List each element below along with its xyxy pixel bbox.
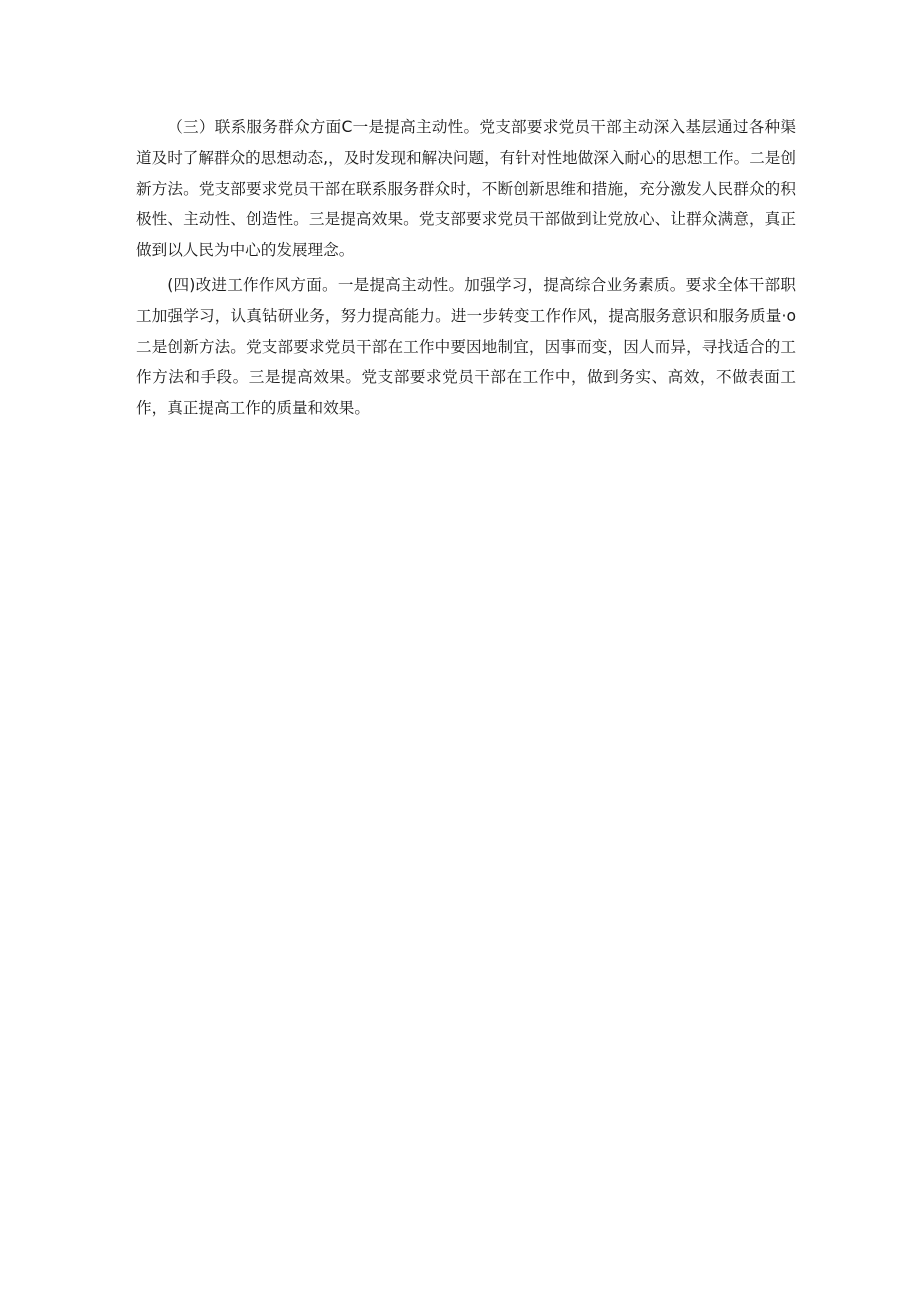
- paragraph-contact-service-masses: （三）联系服务群众方面C一是提高主动性。党支部要求党员干部主动深入基层通过各种渠道及时了解群众的思想动态,，及时发现和解决问题，有针对性地做深入耐心的思想工作。二是创新方法。党支部要求党员干部在联系服务群众时，不断创新思维和措施，充分激发人民群众的积极性、主动性、创造性。三是提高效果。党支部要求党员干部做到让党放心、让群众满意，真正做到以人民为中心的发展理念。: [136, 118, 796, 260]
- document-body: [136, 112, 796, 428]
- paragraph-improve-work-style: (四)改进工作作风方面。一是提高主动性。加强学习，提高综合业务素质。要求全体干部职工加强学习，认真钻研业务，努力提高能力。进一步转变工作作风，提高服务意识和服务质量·o二是创新方法。党支部要求党员干部在工作中要因地制宜，因事而变，因人而异，寻找适合的工作方法和手段。三是提高效果。党支部要求党员干部在工作中，做到务实、高效，不做表面工作，真正提高工作的质量和效果。: [136, 275, 796, 418]
